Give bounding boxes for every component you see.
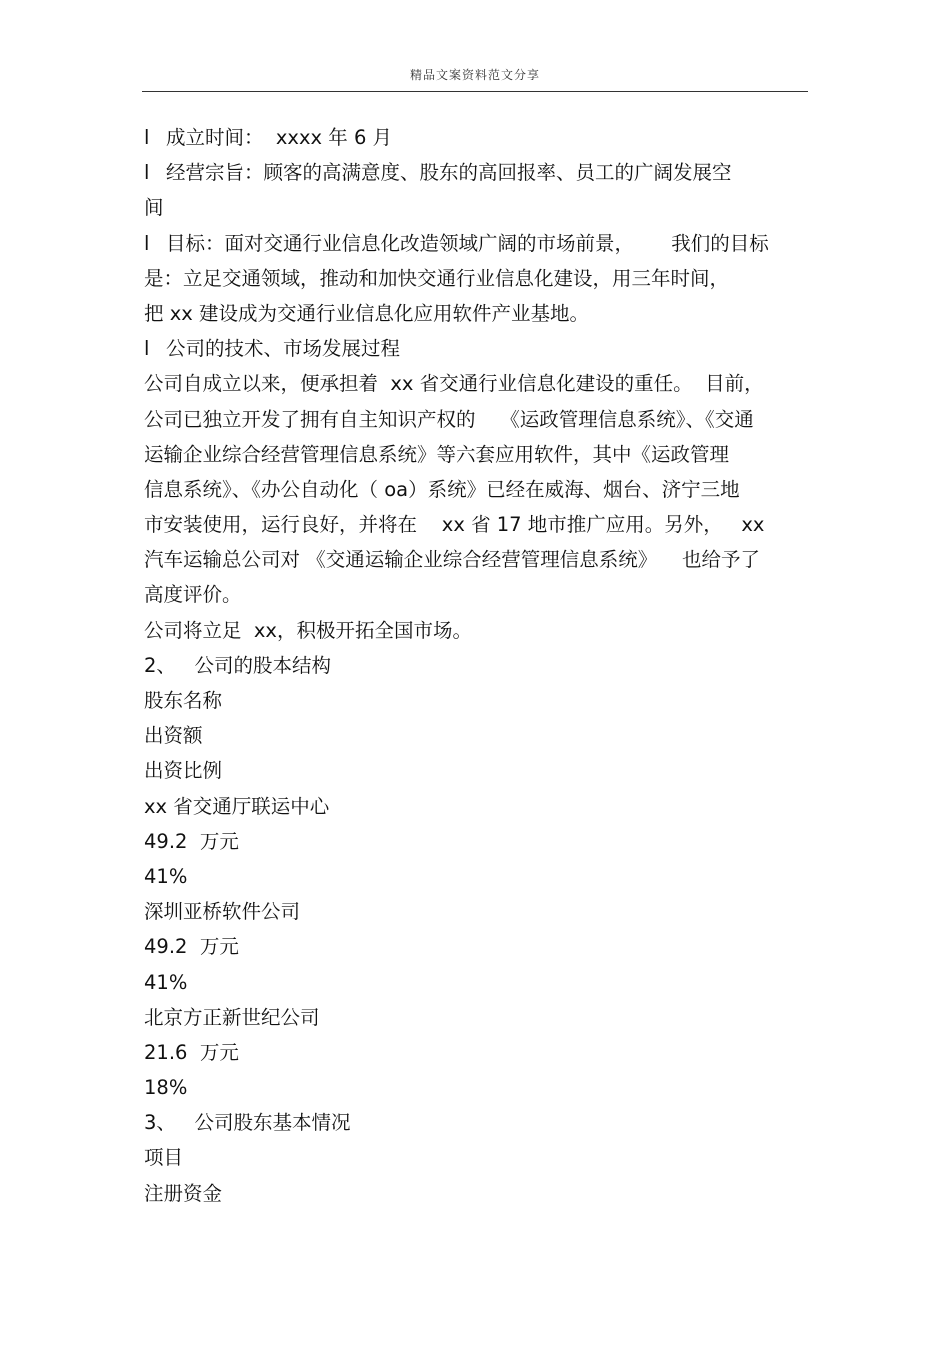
bullet-marker: l [144, 231, 150, 255]
document-body [144, 120, 808, 1211]
paragraph-line [144, 472, 808, 507]
line-text: 49.2 万元 [144, 935, 239, 959]
paragraph-line [144, 1176, 808, 1211]
paragraph-line [144, 718, 808, 753]
page-header: 精品文案资料范文分享 [409, 68, 540, 82]
paragraph-line [144, 366, 808, 401]
paragraph-line [144, 1000, 808, 1035]
line-text: 北京方正新世纪公司 [144, 1005, 320, 1029]
line-text: 出资额 [144, 724, 203, 748]
paragraph-line [144, 542, 808, 577]
paragraph-line [144, 402, 808, 437]
line-text: 市安装使用，运行良好，并将在 xx 省 17 地市推广应用。另外， xx [144, 513, 765, 537]
paragraph-line [144, 824, 808, 859]
line-text: 股东名称 [144, 689, 223, 712]
line-text: 项目 [144, 1146, 184, 1170]
line-text: 公司自成立以来，便承担着 xx 省交通行业信息化建设的重任。 目前， [144, 372, 764, 396]
paragraph-line [144, 894, 808, 929]
line-text: 49.2 万元 [144, 829, 239, 853]
line-text: 信息系统》、《办公自动化（ oa）系统》已经在威海、烟台、济宁三地 [144, 477, 740, 501]
paragraph-line [144, 683, 808, 718]
bullet-paragraph-line [144, 120, 808, 155]
paragraph-line [144, 190, 808, 225]
line-text: 2、 公司的股本结构 [144, 653, 332, 677]
paragraph-line [144, 929, 808, 964]
line-text: 汽车运输总公司对 《交通运输企业综合经营管理信息系统》 也给予了 [144, 548, 760, 572]
line-text: 经营宗旨：顾客的高满意度、股东的高回报率、员工的广阔发展空 [166, 161, 732, 185]
paragraph-line [144, 1070, 808, 1105]
line-text: 注册资金 [144, 1181, 223, 1205]
bullet-paragraph-line [144, 226, 808, 261]
line-text: 间 [144, 196, 164, 220]
bullet-marker: l [144, 337, 150, 361]
paragraph-line [144, 1105, 808, 1140]
paragraph-line [144, 753, 808, 788]
bullet-marker: l [144, 126, 150, 149]
line-text: 18% [144, 1076, 188, 1100]
paragraph-line [144, 507, 808, 542]
line-text: 是：立足交通领域，推动和加快交通行业信息化建设，用三年时间， [144, 266, 730, 290]
line-text: 运输企业综合经营管理信息系统》等六套应用软件，其中《运政管理 [144, 442, 730, 466]
paragraph-line [144, 648, 808, 683]
header-divider [142, 91, 808, 92]
paragraph-line [144, 296, 808, 331]
line-text: 把 xx 建设成为交通行业信息化应用软件产业基地。 [144, 301, 589, 325]
line-text: 3、 公司股东基本情况 [144, 1111, 351, 1135]
paragraph-line [144, 1035, 808, 1070]
paragraph-line [144, 965, 808, 1000]
line-text: 出资比例 [144, 759, 223, 783]
line-text: 公司将立足 xx，积极开拓全国市场。 [144, 618, 472, 642]
paragraph-line [144, 789, 808, 824]
line-text: 目标：面对交通行业信息化改造领域广阔的市场前景， 我们的目标 [166, 231, 769, 255]
line-text: 高度评价。 [144, 583, 242, 607]
line-text: 公司的技术、市场发展过程 [166, 337, 401, 361]
line-text: xx 省交通厅联运中心 [144, 794, 330, 818]
paragraph-line [144, 859, 808, 894]
paragraph-line [144, 437, 808, 472]
line-text: 41% [144, 970, 188, 994]
paragraph-line [144, 577, 808, 612]
line-text: 公司已独立开发了拥有自主知识产权的 《运政管理信息系统》、《交通 [144, 407, 754, 431]
line-text: 成立时间： xxxx 年 6 月 [166, 126, 393, 149]
line-text: 41% [144, 864, 188, 888]
bullet-paragraph-line [144, 331, 808, 366]
paragraph-line [144, 613, 808, 648]
bullet-paragraph-line [144, 155, 808, 190]
line-text: 深圳亚桥软件公司 [144, 900, 301, 924]
line-text: 21.6 万元 [144, 1040, 239, 1064]
paragraph-line [144, 1140, 808, 1175]
paragraph-line [144, 261, 808, 296]
bullet-marker: l [144, 161, 150, 185]
